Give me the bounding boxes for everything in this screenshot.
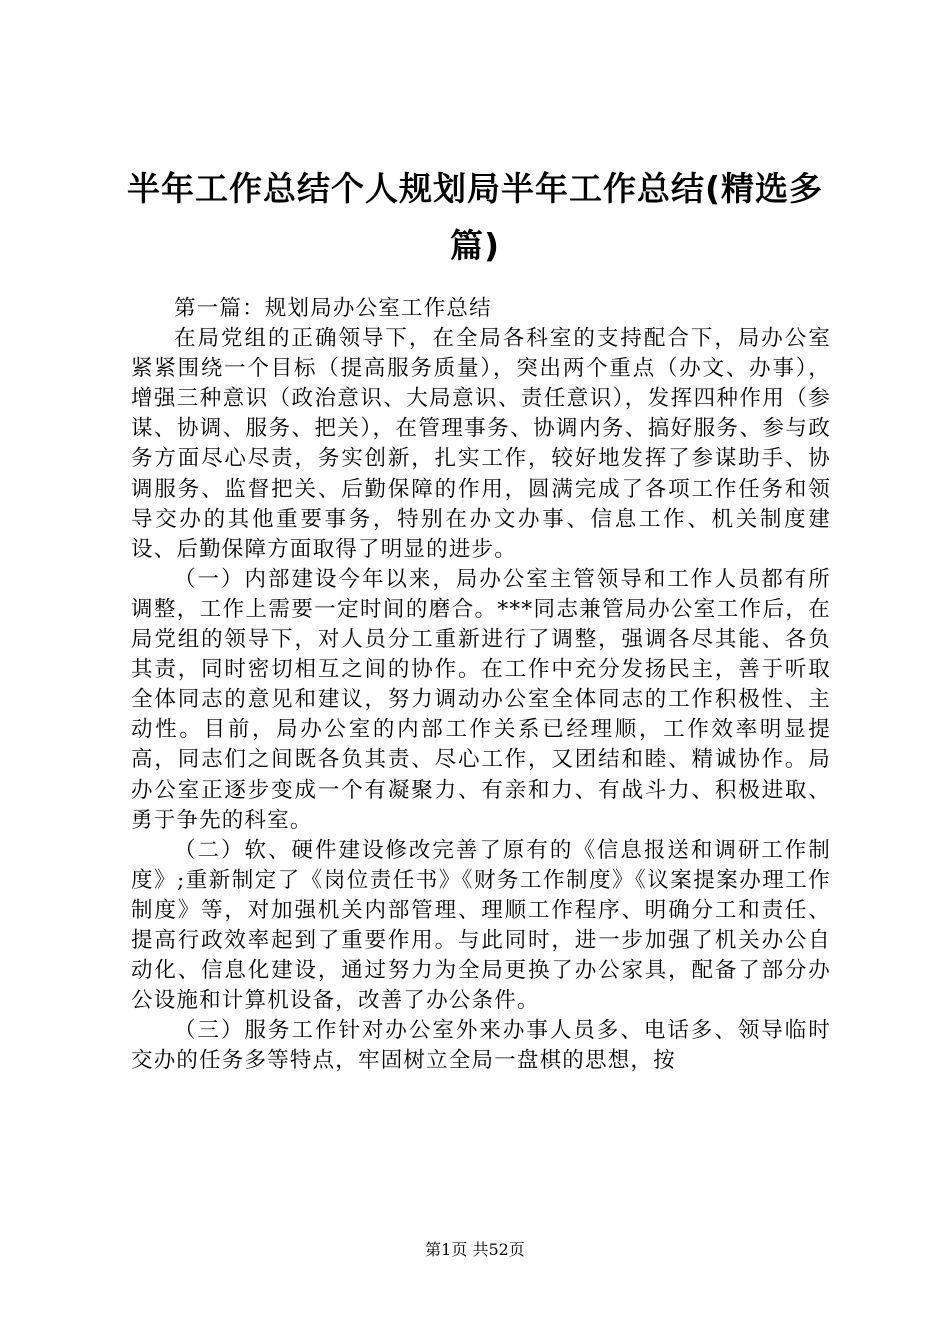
document-title: 半年工作总结个人规划局半年工作总结(精选多篇) (126, 169, 824, 265)
paragraph: 在局党组的正确领导下，在全局各科室的支持配合下，局办公室紧紧围绕一个目标（提高服务质量），突出两个重点（办文、办事），增强三种意识（政治意识、大局意识、责任意识），发挥四种作用（参谋、协调、服务、把关），在管理事务、协调内务、搞好服务、参与政务方面尽心尽责，务实创新，扎实工作，较好地发挥了参谋助手、协调服务、监督把关、后勤保障的作用，圆满完成了各项工作任务和领导交办的其他重要事务，特别在办文办事、信息工作、机关制度建设、后勤保障方面取得了明显的进步。 (131, 326, 831, 562)
document-body (131, 294, 831, 1076)
page-indicator: 第1页 共52页 (425, 1240, 525, 1259)
paragraph: （二）软、硬件建设修改完善了原有的《信息报送和调研工作制度》;重新制定了《岗位责任书》《财务工作制度》《议案提案办理工作制度》等，对加强机关内部管理、理顺工作程序、明确分工和责任、提高行政效率起到了重要作用。与此同时，进一步加强了机关办公自动化、信息化建设，通过努力为全局更换了办公家具，配备了部分办公设施和计算机设备，改善了办公条件。 (131, 837, 831, 1014)
section-heading: 第一篇：规划局办公室工作总结 (174, 296, 492, 321)
paragraph: （三）服务工作针对办公室外来办事人员多、电话多、领导临时交办的任务多等特点，牢固树立全局一盘棋的思想，按 (131, 1018, 831, 1074)
paragraph: （一）内部建设今年以来，局办公室主管领导和工作人员都有所调整，工作上需要一定时间的磨合。***同志兼管局办公室工作后，在局党组的领导下，对人员分工重新进行了调整，强调各尽其能、各负其责，同时密切相互之间的协作。在工作中充分发扬民主，善于听取全体同志的意见和建议，努力调动办公室全体同志的工作积极性、主动性。目前，局办公室的内部工作关系已经理顺，工作效率明显提高，同志们之间既各负其责、尽心工作，又团结和睦、精诚协作。局办公室正逐步变成一个有凝聚力、有亲和力、有战斗力、积极进取、勇于争先的科室。 (131, 566, 831, 833)
